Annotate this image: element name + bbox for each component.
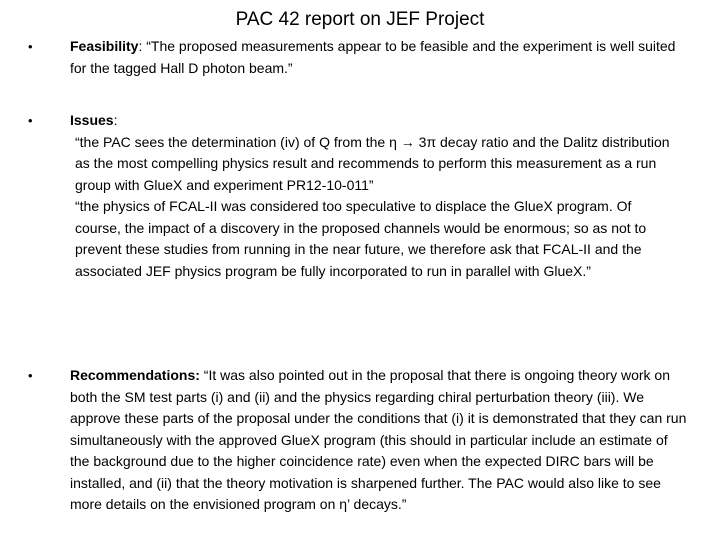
- bullet-feasibility-body: [70, 36, 690, 79]
- bullet-dot: •: [28, 368, 33, 383]
- issues-text: :: [113, 112, 118, 128]
- bullet-dot: •: [28, 39, 33, 54]
- recommendations-label: Recommendations:: [70, 367, 200, 383]
- issues-label: Issues: [70, 112, 114, 128]
- slide-title: PAC 42 report on JEF Project: [235, 9, 485, 30]
- issues-quote-2: “the physics of FCAL-II was considered too speculative to displace the GlueX program. Of course, the impact of a discovery in the proposed channels would be enormous; so as not to prevent these studies from running in the near future, we therefore ask that FCAL-II and the associated JEF physics program be fully incorporated to run in parallel with GlueX.”: [75, 198, 647, 279]
- issues-quote-1: “the PAC sees the determination (iv) of Q from the η → 3π decay ratio and the Dalitz distribution as the most compelling physics result and recommends to perform this measurement as a run group with GlueX and experiment PR12-10-011”: [75, 133, 670, 193]
- bullet-recommendations-body: [70, 365, 690, 516]
- recommendations-text: “It was also pointed out in the proposal that there is ongoing theory work on both the SM test parts (i) and (ii) and the physics regarding chiral perturbation theory (iii). We approve these parts of the proposal under the conditions that (i) it is demonstrated that they can run simultaneously with the approved GlueX program (this should in particular include an estimate of the background due to the higher coincidence rate) even when the expected DIRC bars will be installed, and (ii) that the theory motivation is sharpened further. The PAC would also like to see more details on the envisioned program on η’ decays.”: [70, 367, 687, 512]
- feasibility-text: : “The proposed measurements appear to be feasible and the experiment is well suited for the tagged Hall D photon beam.”: [70, 38, 676, 76]
- bullet-dot: •: [28, 113, 33, 128]
- feasibility-label: Feasibility: [70, 38, 139, 54]
- bullet-issues-body: [70, 110, 690, 282]
